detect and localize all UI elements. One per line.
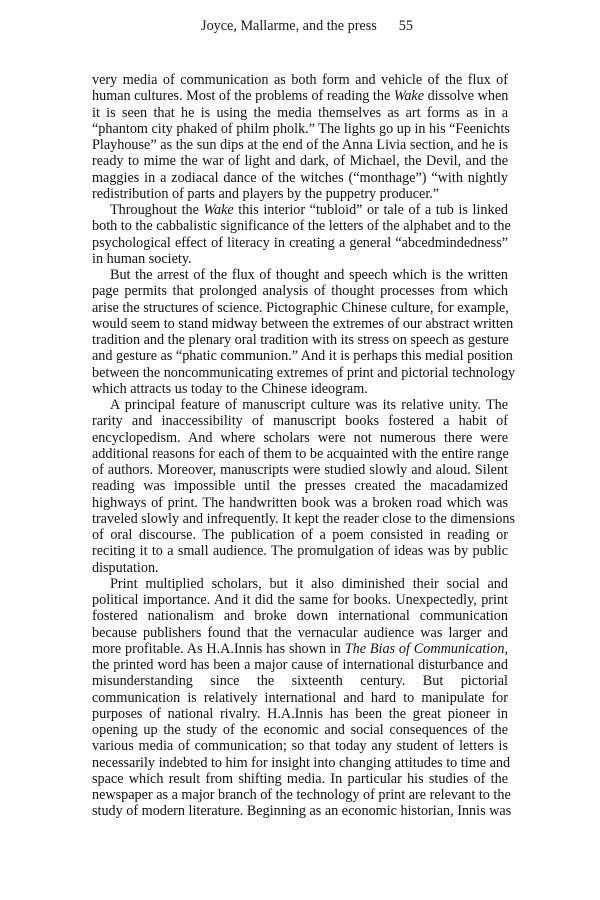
text-line: and gesture as “phatic communion.” And it is perhaps this medial position	[92, 348, 513, 365]
text-line: in human society.	[92, 250, 192, 267]
text-line: A principal feature of manuscript culture was its relative unity. The	[110, 397, 508, 413]
text-line: “phantom city phaked of philm pholk.” The lights go up in his “Feenichts	[92, 120, 510, 137]
text-line: political importance. And it did the same for books. Unexpectedly, print	[92, 592, 508, 608]
text-line: Print multiplied scholars, but it also diminished their social and	[110, 575, 508, 592]
paragraph	[92, 397, 515, 576]
text-line: fostered nationalism and broke down international communication	[92, 608, 508, 625]
text-line: purposes of national rivalry. H.A.Innis has been the great pioneer in	[92, 705, 508, 722]
paragraph	[92, 202, 511, 267]
text-line: the printed word has been a major cause of international disturbance and	[92, 657, 508, 673]
text-line: more profitable. As H.A.Innis has shown in The Bias of Communication,	[92, 640, 508, 657]
text-line: redistribution of parts and players by the puppetry producer.”	[92, 185, 440, 202]
page-number: 55	[398, 18, 413, 34]
text-line: arise the structures of science. Pictographic Chinese culture, for example,	[92, 299, 509, 316]
paragraph	[92, 72, 508, 202]
text-line: highways of print. The handwritten book was a broken road which was	[92, 494, 508, 511]
text-line: of authors. Moreover, manuscripts were studied slowly and aloud. Silent	[92, 462, 508, 478]
paragraph	[92, 267, 516, 397]
italic-title: Wake	[203, 202, 234, 218]
text-line: because publishers found that the vernacular audience was larger and	[92, 624, 508, 641]
text-line: between the noncommunicating extremes of print and pictorial technology	[92, 364, 516, 381]
text-line: psychological effect of literacy in creating a general “abcedmindedness”	[92, 234, 508, 251]
text-line: necessarily indebted to him for insight into changing attitudes to time and	[92, 754, 511, 771]
text-line: it is seen that he is using the media themselves as art forms as in a	[92, 104, 508, 121]
text-line: rarity and inaccessibility of manuscript books fostered a habit of	[92, 413, 508, 430]
text-line: human cultures. Most of the problems of reading the Wake dissolve when	[92, 88, 509, 105]
text-line: Throughout the Wake this interior “tubloid” or tale of a tub is linked	[110, 202, 508, 218]
text-line: newspaper as a major branch of the technology of print are relevant to the	[92, 787, 511, 803]
text-line: maggies in a zodiacal dance of the witches (“monthage”) “with nightly	[92, 169, 508, 186]
text-line: additional reasons for each of them to be acquainted with the entire range	[92, 445, 509, 462]
italic-title: The Bias of Communication,	[344, 640, 508, 657]
text-line: of oral discourse. The publication of a poem consisted in reading or	[92, 527, 508, 543]
text-line: tradition and the plenary oral tradition with its stress on speech as gesture	[92, 332, 509, 348]
italic-title: Wake	[393, 88, 425, 105]
text-line: But the arrest of the flux of thought and speech which is the written	[110, 267, 508, 283]
running-head	[0, 18, 600, 35]
text-line: both to the cabbalistic significance of the letters of the alphabet and to the	[92, 218, 511, 235]
running-head-title: Joyce, Mallarme, and the press	[201, 18, 377, 34]
text-line: Playhouse” as the sun dips at the end of the Anna Livia section, and he is	[92, 137, 508, 153]
text-line: would seem to stand midway between the extremes of our abstract written	[92, 315, 514, 332]
body-text	[92, 72, 516, 820]
text-line: reciting it to a small audience. The promulgation of ideas was by public	[92, 543, 508, 560]
text-line: various media of communication; so that today any student of letters is	[92, 738, 508, 755]
text-line: opening up the study of the economic and social consequences of the	[92, 722, 508, 738]
text-line: encyclopedism. And where scholars were not numerous there were	[92, 429, 508, 446]
text-line: misunderstanding since the sixteenth century. But pictorial	[92, 673, 508, 690]
text-line: page permits that prolonged analysis of thought processes from which	[92, 283, 508, 300]
text-line: which attracts us today to the Chinese ideogram.	[92, 380, 368, 397]
paragraph	[92, 575, 512, 820]
text-line: reading was impossible until the presses created the macadamized	[92, 478, 508, 495]
text-line: ready to mime the war of light and dark, of Michael, the Devil, and the	[92, 153, 508, 170]
text-line: disputation.	[92, 559, 159, 576]
text-line: very media of communication as both form and vehicle of the flux of	[92, 72, 508, 88]
text-line: space which result from shifting media. In particular his studies of the	[92, 770, 508, 787]
text-line: traveled slowly and infrequently. It kept the reader close to the dimensions	[92, 510, 515, 527]
text-line: study of modern literature. Beginning as an economic historian, Innis was	[92, 803, 512, 820]
text-line: communication is relatively international and hard to manipulate for	[92, 689, 508, 706]
